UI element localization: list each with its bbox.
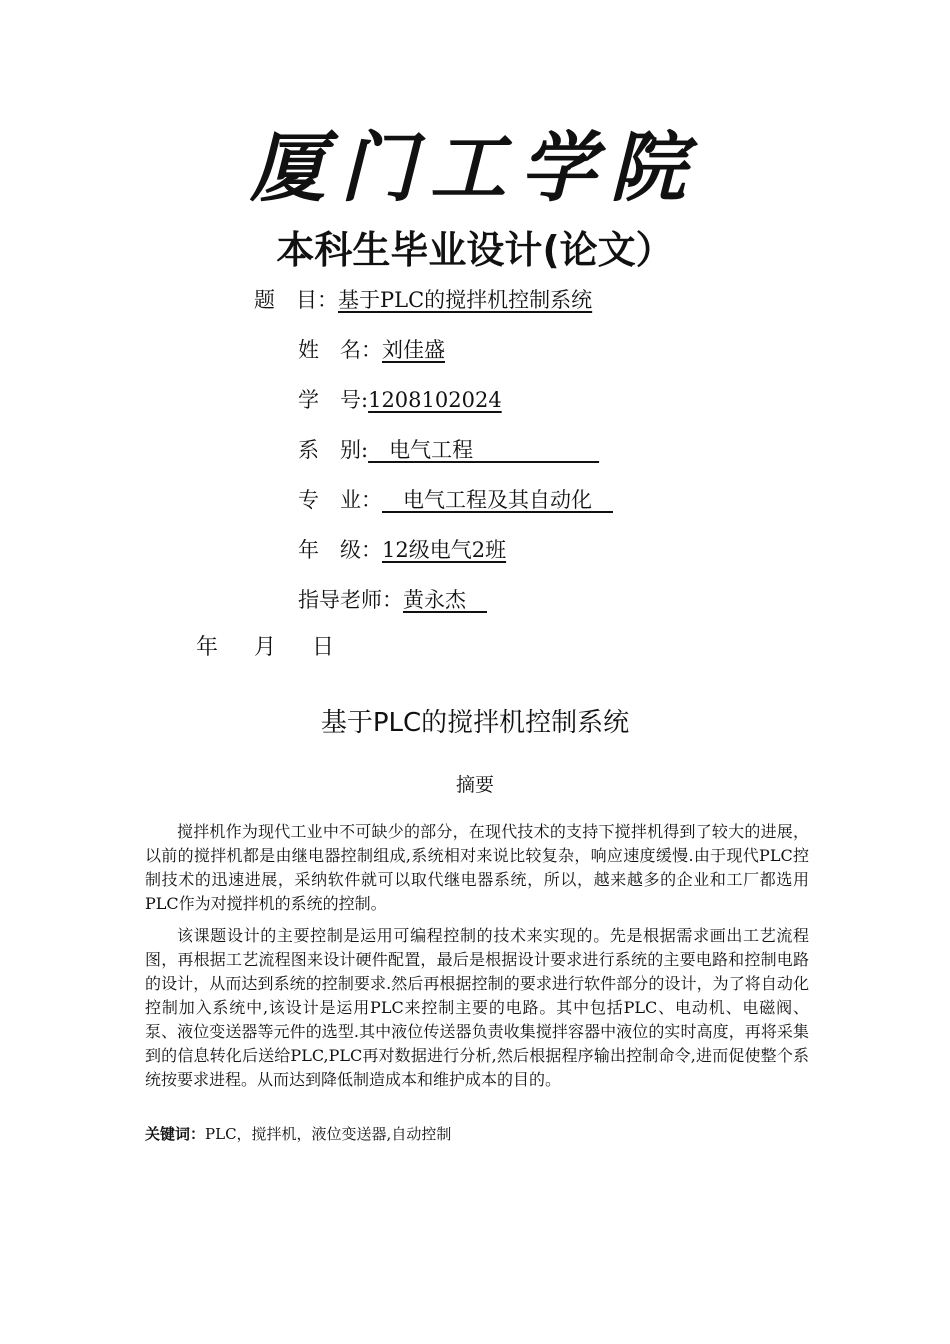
abstract-paragraph-1: 搅拌机作为现代工业中不可缺少的部分，在现代技术的支持下搅拌机得到了较大的进展，以前的搅拌机都是由继电器控制组成,系统相对来说比较复杂，响应速度缓慢.由于现代PLC控制技术的迅速进展，采纳软件就可以取代继电器系统，所以，越来越多的企业和工厂都选用PLC作为对搅拌机的系统的控制。 xyxy=(145,822,809,913)
field-department-value: 电气工程 xyxy=(368,438,600,462)
date-day: 日 xyxy=(312,635,335,660)
field-grade-value: 12级电气2班 xyxy=(382,538,507,562)
field-student-id xyxy=(298,385,502,415)
keywords-line xyxy=(145,1122,451,1146)
field-grade-label: 年 级： xyxy=(298,538,382,562)
field-department-label: 系 别: xyxy=(298,438,369,462)
field-grade xyxy=(298,535,506,565)
field-name-value: 刘佳盛 xyxy=(382,338,445,362)
field-advisor-label: 指导老师： xyxy=(298,588,403,612)
field-advisor-value: 黄永杰 xyxy=(403,588,487,612)
field-name-label: 姓 名： xyxy=(298,338,382,362)
date-line xyxy=(196,633,370,663)
field-topic-label: 题 目： xyxy=(254,288,338,312)
field-major-label: 专 业： xyxy=(298,488,382,512)
date-year: 年 xyxy=(196,635,219,660)
thesis-type-title: 本科生毕业设计(论文） xyxy=(276,228,674,272)
date-month: 月 xyxy=(254,635,277,660)
field-topic xyxy=(254,285,592,315)
field-name xyxy=(298,335,445,365)
field-department xyxy=(298,435,599,465)
field-topic-value: 基于PLC的搅拌机控制系统 xyxy=(338,288,593,312)
keywords-label: 关键词： xyxy=(145,1125,206,1143)
abstract-paragraph-2: 该课题设计的主要控制是运用可编程控制的技术来实现的。先是根据需求画出工艺流程图，再根据工艺流程图来设计硬件配置，最后是根据设计要求进行系统的主要电路和控制电路的设计，从而达到系统的控制要求.然后再根据控制的要求进行软件部分的设计，为了将自动化控制加入系统中,该设计是运用PLC来控制主要的电路。其中包括PLC、电动机、电磁阀、泵、液位变送器等元件的选型.其中液位传送器负责收集搅拌容器中液位的实时高度，再将采集到的信息转化后送给PLC,PLC再对数据进行分析,然后根据程序输出控制命令,进而促使整个系统按要求进程。从而达到降低制造成本和维护成本的目的。 xyxy=(145,926,809,1089)
field-major xyxy=(298,485,613,515)
field-student-id-value: 1208102024 xyxy=(368,388,502,412)
abstract-heading: 摘要 xyxy=(455,774,494,796)
keywords-value: PLC，搅拌机，液位变送器,自动控制 xyxy=(205,1125,452,1143)
field-student-id-label: 学 号: xyxy=(298,388,369,412)
field-major-value: 电气工程及其自动化 xyxy=(382,488,613,512)
document-title: 基于PLC的搅拌机控制系统 xyxy=(320,708,630,738)
field-advisor xyxy=(298,585,487,615)
school-name: 厦门工学院 xyxy=(250,123,700,212)
